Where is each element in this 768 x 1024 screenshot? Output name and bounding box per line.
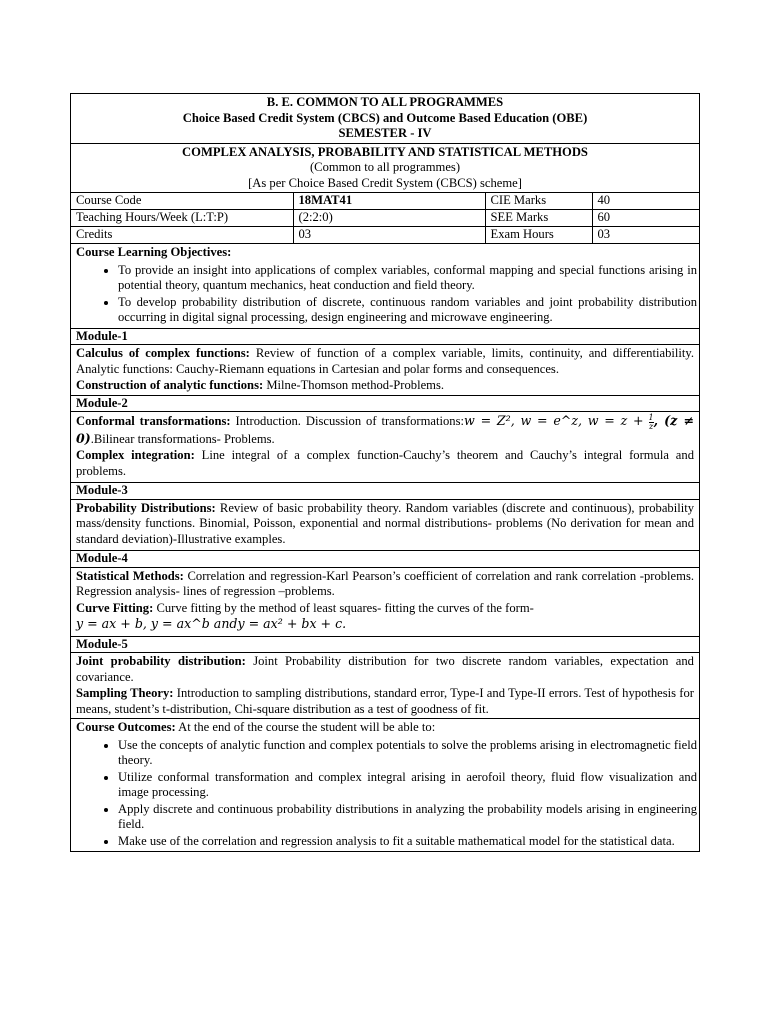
topic-label: Probability Distributions: [76,500,216,515]
topic-text: Review of basic probability theory. Random variables (discrete and continuous), probability mass/density functions. Binomial, Poisson, exponential and normal distributions- problems (No derivation for mean and standard deviation)-Illustrative examples. [76,500,695,546]
course-title: COMPLEX ANALYSIS, PROBABILITY AND STATISTICAL METHODS [182,144,588,159]
module-paragraph [71,500,699,551]
transform-formula: w = Z², w = e^z, w = z + [464,413,644,428]
objective-item: • To develop probability distribution of discrete, continuous random variables and joint probability distribution occurring in digital signal processing, design engineering and microwave engineering. [118,295,699,326]
topic-text: .Bilinear transformations- Problems. [90,431,275,446]
exam-value: 03 [597,227,611,242]
hours-label: Teaching Hours/Week (L:T:P) [71,210,293,227]
course-header [71,144,699,194]
outcome-item: • Use the concepts of analytic function and complex potentials to solve the problems arising in electromagnetic field theory. [118,738,699,769]
topic-label: Conformal transformations: [76,414,231,428]
module-heading: Module-3 [71,483,699,500]
outcome-item: • Utilize conformal transformation and complex integral arising in aerofoil theory, fluid flow visualization and image processing. [118,770,699,801]
topic-label: Sampling Theory: [76,686,174,701]
objectives-heading: Course Learning Objectives: [76,245,232,259]
fraction-numerator: 1 [648,412,654,422]
topic-label: Statistical Methods: [76,568,184,583]
module-heading: Module-2 [71,396,699,413]
info-row [71,210,699,227]
see-label: SEE Marks [485,210,592,227]
module-heading: Module-4 [71,551,699,568]
module-5 [71,637,699,720]
condition-formula: , (z ≠ 0) [76,413,694,446]
credits-label: Credits [71,227,293,244]
fraction-denominator: z [648,421,654,431]
cie-label: CIE Marks [485,193,592,210]
module-heading: Module-5 [71,637,699,654]
module-paragraph [71,568,699,601]
module-paragraph [71,345,699,378]
topic-label: Curve Fitting: [76,600,154,615]
program-line: B. E. COMMON TO ALL PROGRAMMES [266,95,504,109]
topic-text: Line integral of a complex function-Cauchy’s theorem and Cauchy’s integral formula and problems. [76,448,694,478]
topic-label: Complex integration: [76,448,195,463]
module-2 [71,396,699,484]
module-paragraph [71,448,699,482]
course-subtitle: (Common to all programmes) [309,160,461,174]
topic-label: Joint probability distribution: [76,654,246,669]
topic-text: Joint Probability distribution for two discrete random variables, expectation and covariance. [76,654,694,684]
module-1 [71,329,699,396]
exam-label: Exam Hours [485,227,592,244]
outcomes-heading: Course Outcomes: [76,720,176,735]
topic-text: Introduction. Discussion of transformations: [230,414,465,428]
objective-item: • To provide an insight into applications of complex variables, conformal mapping and special functions arising in potential theory, quantum mechanics, heat conduction and field theory. [118,263,699,294]
course-outcomes [71,719,699,849]
topic-label: Calculus of complex functions: [76,346,250,360]
hours-value: (2:2:0) [293,210,485,227]
outcomes-list [71,738,699,850]
semester-line: SEMESTER - IV [338,126,432,140]
objectives-list [71,263,699,326]
outcomes-intro: At the end of the course the student will be able to: [175,720,436,735]
module-4 [71,551,699,637]
module-paragraph [71,601,699,636]
info-row [71,193,699,210]
program-header [71,94,699,144]
curve-formula: y = ax + b, y = ax^b andy = ax² + bx + c. [76,616,347,632]
cbcs-line: Choice Based Credit System (CBCS) and Outcome Based Education (OBE) [182,110,588,125]
outcomes-intro-line [71,719,699,737]
module-paragraph [71,653,699,686]
module-paragraph [71,378,699,395]
learning-objectives [71,244,699,329]
topic-text: Review of function of a complex variable, limits, continuity, and differentiability. Analytic functions: Cauchy-Riemann equations in Cartesian and polar forms and consequences. [76,346,694,376]
code-value: 18MAT41 [293,193,485,210]
topic-text: Curve fitting by the method of least squares- fitting the curves of the form- [153,600,534,615]
code-label: Course Code [71,193,293,210]
credits-value: 03 [293,227,485,244]
course-scheme: [As per Choice Based Credit System (CBCS) scheme] [248,175,522,190]
topic-label: Construction of analytic functions: [76,378,264,392]
see-value: 60 [592,210,699,227]
outcome-item: • Apply discrete and continuous probability distributions in analyzing the probability models arising in engineering field. [118,802,699,833]
topic-text: Milne-Thomson method-Problems. [263,378,445,392]
course-info-table [71,193,699,243]
module-paragraph [71,412,699,448]
syllabus-table [70,93,700,852]
module-3 [71,483,699,551]
info-row [71,227,699,244]
module-paragraph [71,686,699,718]
module-heading: Module-1 [71,329,699,346]
topic-text: Introduction to sampling distributions, standard error, Type-I and Type-II errors. Test of hypothesis for means, student’s t-distribution, Chi-square distribution as a test of goodness of fit. [76,686,694,716]
outcome-item: • Make use of the correlation and regression analysis to fit a suitable mathematical model for the statistical data. [118,834,699,850]
cie-value: 40 [592,193,699,210]
topic-text: Correlation and regression-Karl Pearson’s coefficient of correlation and rank correlation -problems. Regression analysis- lines of regression –problems. [76,568,694,599]
course-info [71,193,699,244]
